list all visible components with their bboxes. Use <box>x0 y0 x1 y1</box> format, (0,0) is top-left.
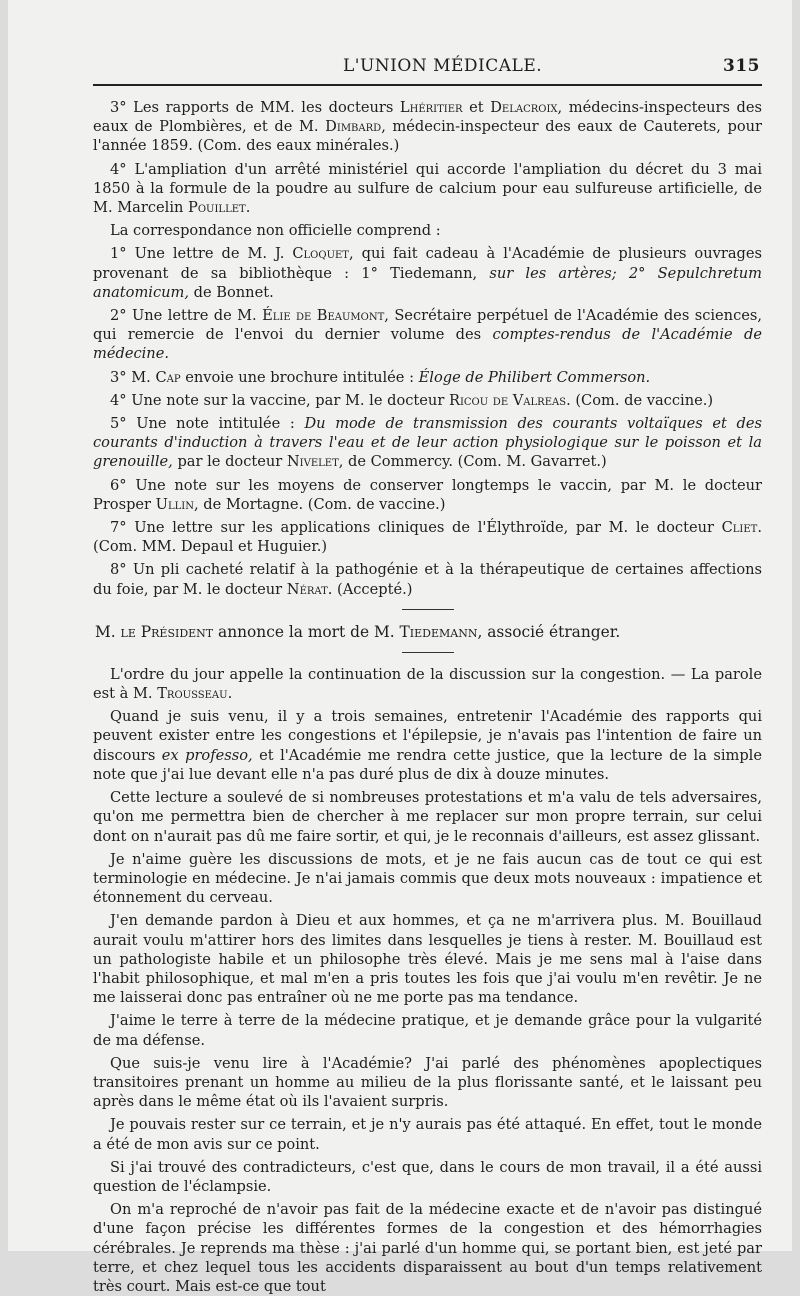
paragraph-speech-1: Quand je suis venu, il y a trois semaines, entretenir l'Académie des rapports qui peuvent exister entre les congestions et l'épilepsie, je n'avais pas l'intention de faire un discours ex professo, et l'Académie me rendra cette justice, que la lecture de la simple note que j'ai lue devant elle n'a pas duré plus de dix à douze minutes. <box>93 708 762 783</box>
person-name: Tiedemann <box>399 622 478 641</box>
person-name: Dimbard <box>325 118 382 136</box>
paragraph-item-4: 4° L'ampliation d'un arrêté ministériel qui accorde l'ampliation du décret du 3 mai 1850 à la formule de la poudre au sulfure de calcium pour eau sulfureuse artificielle, de M. Marcelin Pouillet. <box>93 160 762 217</box>
paragraph-correspondence-intro: La correspondance non officielle comprend : <box>110 222 441 240</box>
note-title: Du mode de transmission des courants voltaïques et des courants d'induction à travers l'eau et de leur action physiologique sur le poisson et la grenouille, <box>93 415 762 471</box>
running-header <box>93 52 762 82</box>
person-name: Pouillet <box>188 199 246 217</box>
book-title: sur les artères; 2° Sepulchretum anatomicum, <box>93 264 762 301</box>
paragraph-speech-4: J'en demande pardon à Dieu et aux hommes, et ça ne m'arrivera plus. M. Bouillaud aurait voulu m'attirer hors des limites dans lesquelles je tiens à rester. M. Bouillaud est un pathologiste habile et un philosophe très élevé. Mais je me sens mal à l'aise dans l'habit philosophique, et mal m'en a pris toutes les fois que j'ai voulu m'en revêtir. Je ne me laisserai donc pas entraîner où ne me porte pas ma tendance. <box>93 912 762 1007</box>
paragraph-correspondence-6: 6° Une note sur les moyens de conserver longtemps le vaccin, par M. le docteur Prosper Ullin, de Mortagne. (Com. de vaccine.) <box>93 476 762 513</box>
journal-title: L'UNION MÉDICALE. <box>343 56 543 76</box>
person-name: Ricou de Valreas <box>448 391 567 409</box>
paragraph-speech-3: Je n'aime guère les discussions de mots, et je ne fais aucun cas de tout ce qui est terminologie en médecine. Je n'ai jamais commis que deux mots nouveaux : impatience et étonnement du cerveau. <box>93 850 762 907</box>
person-name: Delacroix <box>490 99 558 116</box>
header-rule <box>93 84 762 86</box>
person-name: Cap <box>155 368 181 386</box>
paragraph-speech-8: Si j'ai trouvé des contradicteurs, c'est que, dans le cours de mon travail, il a été aussi question de l'éclampsie. <box>93 1158 762 1195</box>
paragraph-speech-7: Je pouvais rester sur ce terrain, et je n'y aurais pas été attaqué. En effet, tout le monde a été de mon avis sur ce point. <box>93 1116 762 1153</box>
paragraph-correspondence-7: 7° Une lettre sur les applications cliniques de l'Élythroïde, par M. le docteur Cliet. (Com. MM. Depaul et Huguier.) <box>93 519 762 556</box>
paragraph-speech-5: J'aime le terre à terre de la médecine pratique, et je demande grâce pour la vulgarité de ma défense. <box>93 1012 762 1049</box>
page-number: 315 <box>723 56 760 76</box>
person-name: Nivelet <box>286 453 339 471</box>
title-name: le Président <box>120 622 214 641</box>
section-separator <box>402 652 454 653</box>
latin-phrase: ex professo, <box>161 746 253 764</box>
publication-title: comptes-rendus de l'Académie de médecine. <box>93 326 762 363</box>
paragraph-correspondence-2: 2° Une lettre de M. Élie de Beaumont, Secrétaire perpétuel de l'Académie des sciences, qui remercie de l'envoi du dernier volume des comptes-rendus de l'Académie de médecine. <box>93 307 763 363</box>
document-page <box>8 0 792 1295</box>
paragraph-correspondence-1: 1° Une lettre de M. J. Cloquet, qui fait cadeau à l'Académie de plusieurs ouvrages provenant de sa bibliothèque : 1° Tiedemann, sur les artères; 2° Sepulchretum anatomicum, de Bonnet. <box>93 245 763 301</box>
person-name: Trousseau <box>157 685 228 703</box>
section-separator <box>402 609 454 610</box>
person-name: Ullin <box>155 495 194 513</box>
brochure-title: Éloge de Philibert Commerson. <box>418 368 651 386</box>
person-name: Élie de Beaumont <box>262 307 385 325</box>
paragraph-item-3: 3° Les rapports de MM. les docteurs Lhéritier et Delacroix, médecins-inspecteurs des eaux de Plombières, et de M. Dimbard, médecin-inspecteur des eaux de Cauterets, pour l'année 1859. (Com. des eaux minérales.) <box>93 99 763 155</box>
paragraph-speech-2: Cette lecture a soulevé de si nombreuses protestations et m'a valu de tels adversaires, qu'on me permettra bien de chercher à me replacer sur mon propre terrain, sur celui dont on n'aurait pas dû me faire sortir, et qui, je le reconnais d'ailleurs, est assez glissant. <box>93 789 762 845</box>
person-name: Lhéritier <box>399 99 463 116</box>
person-name: Cloquet <box>292 245 349 263</box>
paragraph-correspondence-4: 4° Une note sur la vaccine, par M. le docteur Ricou de Valreas. (Com. de vaccine.) <box>110 391 714 409</box>
person-name: Nérat <box>286 580 328 598</box>
paragraph-speech-6: Que suis-je venu lire à l'Académie? J'ai parlé des phénomènes apoplectiques transitoires prenant un homme au milieu de la plus florissante santé, et le laissant peu après dans le même état où ils l'avaient surpris. <box>93 1054 762 1111</box>
paragraph-correspondence-3: 3° M. Cap envoie une brochure intitulée : Éloge de Philibert Commerson. <box>110 368 651 386</box>
paragraph-speech-9: On m'a reproché de n'avoir pas fait de la médecine exacte et de n'avoir pas distingué d'une façon précise les différentes formes de la congestion et des hémorrhagies cérébrales. Je reprends ma thèse : j'ai parlé d'un homme qui, se portant bien, est jeté par terre, et chez lequel tous les accidents disparaissent au bout d'un temps relativement très court. Mais est-ce que tout <box>93 1201 762 1295</box>
paragraph-order-of-day: L'ordre du jour appelle la continuation de la discussion sur la congestion. — La parole est à M. Trousseau. <box>93 665 762 703</box>
paragraph-correspondence-8: 8° Un pli cacheté relatif à la pathogénie et à la thérapeutique de certaines affections du foie, par M. le docteur Nérat. (Accepté.) <box>93 561 762 598</box>
announcement: M. le Président annonce la mort de M. Tiedemann, associé étranger. <box>95 622 621 641</box>
person-name: Cliet <box>721 519 758 537</box>
paragraph-correspondence-5: 5° Une note intitulée : Du mode de transmission des courants voltaïques et des courants d'induction à travers l'eau et de leur action physiologique sur le poisson et la grenouille, par le docteur Nivelet, de Commercy. (Com. M. Gavarret.) <box>93 415 762 471</box>
